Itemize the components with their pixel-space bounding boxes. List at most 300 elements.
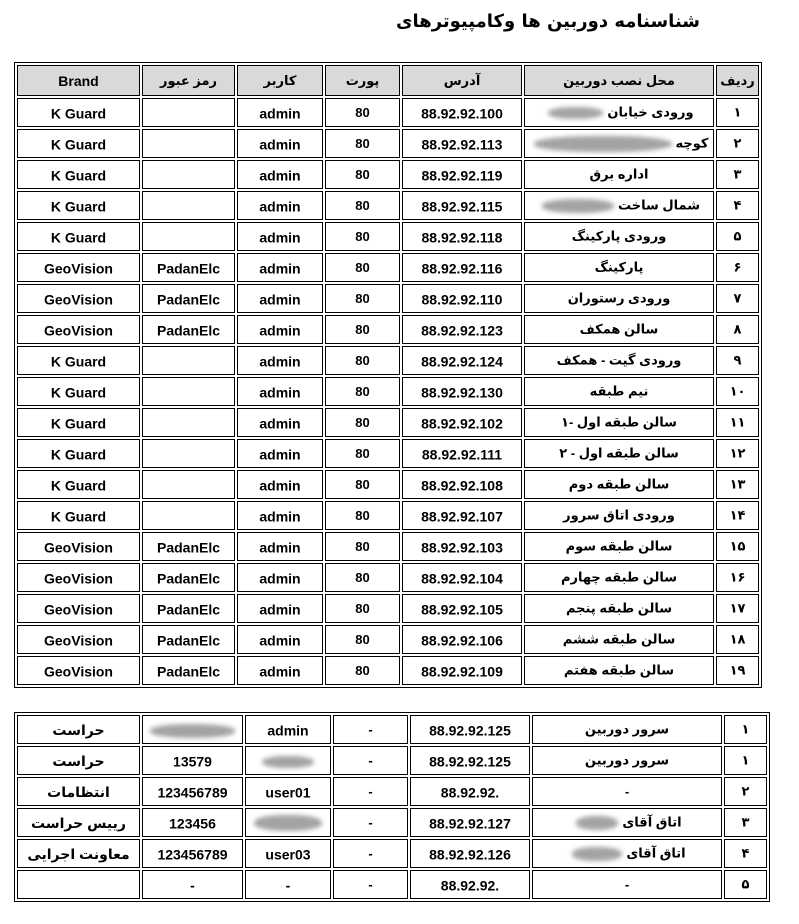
password-cell	[142, 439, 235, 468]
user-cell	[237, 253, 323, 282]
brand-value: GeoVision	[44, 539, 113, 556]
brand-cell	[17, 777, 140, 806]
table-row	[17, 377, 759, 406]
address-value: 88.92.92.111	[421, 446, 503, 463]
user-cell	[237, 377, 323, 406]
user-cell	[237, 656, 323, 685]
brand-value: GeoVision	[44, 322, 113, 339]
user-cell	[237, 439, 323, 468]
address-value: 88.92.92.116	[421, 260, 503, 277]
location-cell	[532, 777, 722, 806]
location-value: سرور دوربین	[584, 721, 670, 737]
location-value: پارکینگ	[594, 259, 644, 275]
port-value: 80	[355, 663, 370, 679]
port-cell	[325, 656, 400, 685]
num-cell	[716, 377, 759, 406]
password-value: 123456	[169, 815, 216, 832]
redacted-blur	[572, 847, 622, 861]
password-value: -	[190, 877, 195, 894]
port-value: 80	[355, 508, 370, 524]
password-cell	[142, 870, 243, 899]
user-value: admin	[259, 167, 301, 184]
num-cell	[716, 501, 759, 530]
port-cell	[325, 191, 400, 220]
location-cell	[524, 253, 714, 282]
num-cell	[716, 408, 759, 437]
address-value: 88.92.92.127	[429, 815, 511, 832]
user-cell	[237, 129, 323, 158]
password-cell	[142, 98, 235, 127]
brand-value: معاونت اجرایی	[27, 845, 130, 862]
location-cell	[524, 501, 714, 530]
address-cell	[402, 191, 522, 220]
user-cell	[245, 808, 331, 837]
brand-cell	[17, 625, 140, 654]
user-cell	[237, 532, 323, 561]
brand-value: GeoVision	[44, 601, 113, 618]
password-cell	[142, 501, 235, 530]
password-cell	[142, 315, 235, 344]
user-cell	[237, 315, 323, 344]
brand-value: K Guard	[50, 105, 107, 122]
num-cell	[716, 625, 759, 654]
location-value: سالن طبقه دوم	[568, 476, 670, 492]
user-value: admin	[259, 508, 301, 525]
address-value: 88.92.92.	[440, 784, 500, 801]
header-address: آدرس	[402, 65, 522, 96]
location-cell	[524, 656, 714, 685]
port-value: 80	[355, 570, 370, 586]
brand-value: GeoVision	[44, 632, 113, 649]
location-cell	[524, 470, 714, 499]
brand-value: K Guard	[50, 508, 107, 525]
port-cell	[325, 284, 400, 313]
address-value: 88.92.92.123	[421, 322, 503, 339]
redacted-blur	[548, 107, 603, 119]
password-value: 13579	[173, 753, 212, 770]
brand-value: رییس حراست	[31, 814, 126, 831]
user-value: admin	[259, 446, 301, 463]
password-value: PadanElc	[156, 322, 221, 339]
port-value: -	[368, 846, 373, 862]
user-value: admin	[259, 229, 301, 246]
port-value: 80	[355, 105, 370, 121]
user-cell	[237, 191, 323, 220]
brand-cell	[17, 253, 140, 282]
location-value: سالن طبقه ششم	[562, 631, 676, 647]
port-cell	[325, 501, 400, 530]
num-value: ۱۸	[729, 631, 746, 647]
brand-value: GeoVision	[44, 291, 113, 308]
brand-value: K Guard	[50, 167, 107, 184]
user-value: user01	[265, 784, 311, 801]
user-value: admin	[259, 539, 301, 556]
location-value: سالن طبقه هفتم	[563, 662, 675, 678]
address-value: 88.92.92.126	[429, 846, 511, 863]
num-value: ۵	[741, 876, 750, 892]
location-value: ورودی اتاق سرور	[563, 507, 675, 523]
brand-cell	[17, 470, 140, 499]
user-value: admin	[259, 198, 301, 215]
camera-table	[14, 62, 762, 688]
table-row	[17, 346, 759, 375]
password-value: PadanElc	[156, 260, 221, 277]
address-value: 88.92.92.100	[421, 105, 503, 122]
redacted-blur	[542, 199, 614, 213]
port-cell	[325, 563, 400, 592]
address-cell	[410, 746, 530, 775]
address-value: 88.92.92.107	[421, 508, 503, 525]
table-row	[17, 160, 759, 189]
user-value: admin	[267, 722, 309, 739]
address-value: 88.92.92.105	[421, 601, 503, 618]
num-cell	[724, 808, 767, 837]
location-value: سرور دوربین	[584, 752, 670, 768]
brand-cell	[17, 377, 140, 406]
password-cell	[142, 284, 235, 313]
num-cell	[716, 594, 759, 623]
port-value: 80	[355, 446, 370, 462]
table-row	[17, 98, 759, 127]
num-value: ۱	[741, 721, 750, 737]
table-row	[17, 777, 767, 806]
brand-value: حراست	[52, 752, 105, 769]
table-row	[17, 222, 759, 251]
location-cell	[524, 439, 714, 468]
port-cell	[325, 470, 400, 499]
header-port: پورت	[325, 65, 400, 96]
user-value: user03	[265, 846, 311, 863]
header-brand: Brand	[17, 65, 140, 96]
port-value: 80	[355, 198, 370, 214]
user-cell	[237, 563, 323, 592]
brand-cell	[17, 129, 140, 158]
brand-cell	[17, 532, 140, 561]
user-value: admin	[259, 353, 301, 370]
page-title: شناسنامه دوربین ها وکامپیوترهای	[395, 11, 700, 32]
password-cell	[142, 408, 235, 437]
password-cell	[142, 625, 235, 654]
port-cell	[325, 377, 400, 406]
num-value: ۱۰	[729, 383, 746, 399]
table-row	[17, 284, 759, 313]
location-cell	[532, 715, 722, 744]
address-cell	[410, 839, 530, 868]
port-cell	[325, 346, 400, 375]
address-value: 88.92.92.109	[421, 663, 503, 680]
address-cell	[402, 625, 522, 654]
port-value: 80	[355, 291, 370, 307]
user-cell	[237, 98, 323, 127]
brand-cell	[17, 160, 140, 189]
user-value: admin	[259, 136, 301, 153]
port-value: 80	[355, 322, 370, 338]
num-cell	[724, 746, 767, 775]
password-cell	[142, 160, 235, 189]
password-value: PadanElc	[156, 632, 221, 649]
location-value: -	[624, 784, 630, 800]
num-cell	[724, 777, 767, 806]
table-row	[17, 129, 759, 158]
table-row	[17, 470, 759, 499]
port-value: 80	[355, 260, 370, 276]
address-cell	[402, 284, 522, 313]
password-value: PadanElc	[156, 601, 221, 618]
port-cell	[325, 625, 400, 654]
password-value: PadanElc	[156, 291, 221, 308]
brand-cell	[17, 563, 140, 592]
location-value: سالن همکف	[579, 321, 659, 337]
location-value: سالن طبقه سوم	[565, 538, 673, 554]
address-cell	[402, 470, 522, 499]
location-cell	[524, 377, 714, 406]
port-cell	[325, 222, 400, 251]
brand-value: K Guard	[50, 198, 107, 215]
num-value: ۴	[741, 845, 750, 861]
num-value: ۱۲	[729, 445, 746, 461]
password-cell	[142, 563, 235, 592]
num-value: ۱۱	[729, 414, 746, 430]
header-location: محل نصب دوربین	[524, 65, 714, 96]
num-value: ۳	[733, 166, 742, 182]
address-cell	[402, 408, 522, 437]
location-value: ورودی گیت - همکف	[556, 352, 682, 368]
location-cell	[524, 129, 714, 158]
num-value: ۳	[741, 814, 750, 830]
user-cell	[245, 715, 331, 744]
user-value: admin	[259, 260, 301, 277]
num-value: ۶	[733, 259, 742, 275]
brand-cell	[17, 346, 140, 375]
num-value: ۱۹	[729, 662, 746, 678]
brand-cell	[17, 222, 140, 251]
num-value: ۷	[733, 290, 742, 306]
address-cell	[410, 870, 530, 899]
user-value: -	[285, 877, 291, 894]
location-value: اداره برق	[589, 166, 649, 182]
password-cell	[142, 594, 235, 623]
address-value: 88.92.92.124	[421, 353, 503, 370]
table-row	[17, 715, 767, 744]
redacted-blur	[576, 816, 618, 830]
port-value: 80	[355, 415, 370, 431]
port-cell	[325, 532, 400, 561]
address-cell	[402, 129, 522, 158]
address-value: 88.92.92.106	[421, 632, 503, 649]
address-cell	[402, 532, 522, 561]
num-value: ۲	[733, 135, 742, 151]
address-cell	[402, 160, 522, 189]
password-cell	[142, 222, 235, 251]
user-value: admin	[259, 663, 301, 680]
address-value: 88.92.92.113	[421, 136, 503, 153]
num-value: ۱	[733, 104, 742, 120]
table-row	[17, 408, 759, 437]
address-cell	[402, 656, 522, 685]
location-value: سالن طبقه پنجم	[565, 600, 672, 616]
address-cell	[410, 808, 530, 837]
address-cell	[410, 715, 530, 744]
brand-value: K Guard	[50, 477, 107, 494]
brand-cell	[17, 284, 140, 313]
address-value: 88.92.92.125	[429, 753, 511, 770]
user-cell	[245, 870, 331, 899]
location-cell	[532, 839, 722, 868]
num-cell	[716, 563, 759, 592]
user-cell	[237, 346, 323, 375]
port-cell	[333, 777, 408, 806]
num-cell	[724, 715, 767, 744]
port-value: -	[368, 722, 373, 738]
user-cell	[245, 746, 331, 775]
address-value: 88.92.92.110	[421, 291, 503, 308]
brand-cell	[17, 715, 140, 744]
num-cell	[716, 532, 759, 561]
brand-value: GeoVision	[44, 663, 113, 680]
password-value: PadanElc	[156, 663, 221, 680]
user-cell	[245, 777, 331, 806]
brand-cell	[17, 408, 140, 437]
user-cell	[245, 839, 331, 868]
num-cell	[724, 839, 767, 868]
password-cell	[142, 377, 235, 406]
user-value: admin	[259, 415, 301, 432]
brand-cell	[17, 746, 140, 775]
location-cell	[524, 315, 714, 344]
num-value: ۱۳	[729, 476, 746, 492]
user-cell	[237, 284, 323, 313]
port-value: 80	[355, 632, 370, 648]
password-cell	[142, 808, 243, 837]
num-cell	[716, 656, 759, 685]
user-value: admin	[259, 291, 301, 308]
port-value: -	[368, 877, 373, 893]
port-value: 80	[355, 477, 370, 493]
table-row	[17, 808, 767, 837]
password-value: PadanElc	[156, 539, 221, 556]
location-cell	[524, 98, 714, 127]
location-cell	[524, 222, 714, 251]
num-cell	[716, 191, 759, 220]
password-cell	[142, 777, 243, 806]
location-value: ورودی خیابان	[607, 104, 694, 120]
num-value: ۱۴	[729, 507, 746, 523]
num-cell	[716, 439, 759, 468]
password-cell	[142, 532, 235, 561]
port-cell	[325, 439, 400, 468]
num-value: ۱۷	[729, 600, 746, 616]
location-cell	[524, 532, 714, 561]
table-row	[17, 563, 759, 592]
brand-value: K Guard	[50, 353, 107, 370]
location-cell	[524, 563, 714, 592]
password-cell	[142, 470, 235, 499]
num-cell	[716, 98, 759, 127]
num-cell	[716, 346, 759, 375]
user-value: admin	[259, 105, 301, 122]
table-row	[17, 656, 759, 685]
header-password: رمز عبور	[142, 65, 235, 96]
location-value: کوچه	[675, 135, 709, 151]
location-value: سالن طبقه اول - ۲	[559, 445, 679, 461]
password-cell	[142, 129, 235, 158]
brand-value: GeoVision	[44, 570, 113, 587]
location-cell	[524, 346, 714, 375]
num-value: ۴	[733, 197, 742, 213]
table-row	[17, 839, 767, 868]
address-cell	[402, 563, 522, 592]
port-value: 80	[355, 539, 370, 555]
port-cell	[325, 160, 400, 189]
address-value: 88.92.92.119	[421, 167, 503, 184]
user-value: admin	[259, 632, 301, 649]
port-cell	[325, 594, 400, 623]
header-num: ردیف	[716, 65, 759, 96]
user-cell	[237, 594, 323, 623]
address-cell	[402, 377, 522, 406]
user-value: admin	[259, 570, 301, 587]
address-value: 88.92.92.108	[421, 477, 503, 494]
brand-value: K Guard	[50, 136, 107, 153]
password-value: 123456789	[157, 784, 228, 801]
num-value: ۸	[733, 321, 742, 337]
location-value: اتاق آقای	[622, 814, 682, 830]
location-value: -	[624, 877, 630, 893]
address-cell	[410, 777, 530, 806]
location-cell	[524, 191, 714, 220]
location-value: ورودی رستوران	[567, 290, 671, 306]
address-cell	[402, 222, 522, 251]
brand-value: GeoVision	[44, 260, 113, 277]
brand-cell	[17, 439, 140, 468]
num-cell	[716, 470, 759, 499]
location-cell	[524, 625, 714, 654]
computer-table	[14, 712, 770, 902]
redacted-blur	[150, 724, 235, 738]
user-cell	[237, 408, 323, 437]
header-user: کاربر	[237, 65, 323, 96]
table-row	[17, 532, 759, 561]
num-cell	[716, 129, 759, 158]
port-value: 80	[355, 229, 370, 245]
address-value: 88.92.92.103	[421, 539, 503, 556]
num-value: ۹	[733, 352, 742, 368]
location-cell	[532, 808, 722, 837]
password-value: PadanElc	[156, 570, 221, 587]
num-cell	[716, 253, 759, 282]
brand-cell	[17, 808, 140, 837]
brand-cell	[17, 594, 140, 623]
redacted-blur	[262, 756, 314, 768]
address-value: 88.92.92.130	[421, 384, 503, 401]
address-cell	[402, 253, 522, 282]
user-cell	[237, 222, 323, 251]
location-cell	[524, 160, 714, 189]
address-cell	[402, 315, 522, 344]
table-row	[17, 594, 759, 623]
camera-table-header-row	[17, 65, 759, 96]
port-value: 80	[355, 384, 370, 400]
port-cell	[325, 129, 400, 158]
redacted-blur	[254, 815, 322, 831]
address-cell	[402, 98, 522, 127]
address-cell	[402, 594, 522, 623]
table-row	[17, 315, 759, 344]
port-value: -	[368, 784, 373, 800]
address-value: 88.92.92.	[440, 877, 500, 894]
password-cell	[142, 346, 235, 375]
num-cell	[716, 315, 759, 344]
